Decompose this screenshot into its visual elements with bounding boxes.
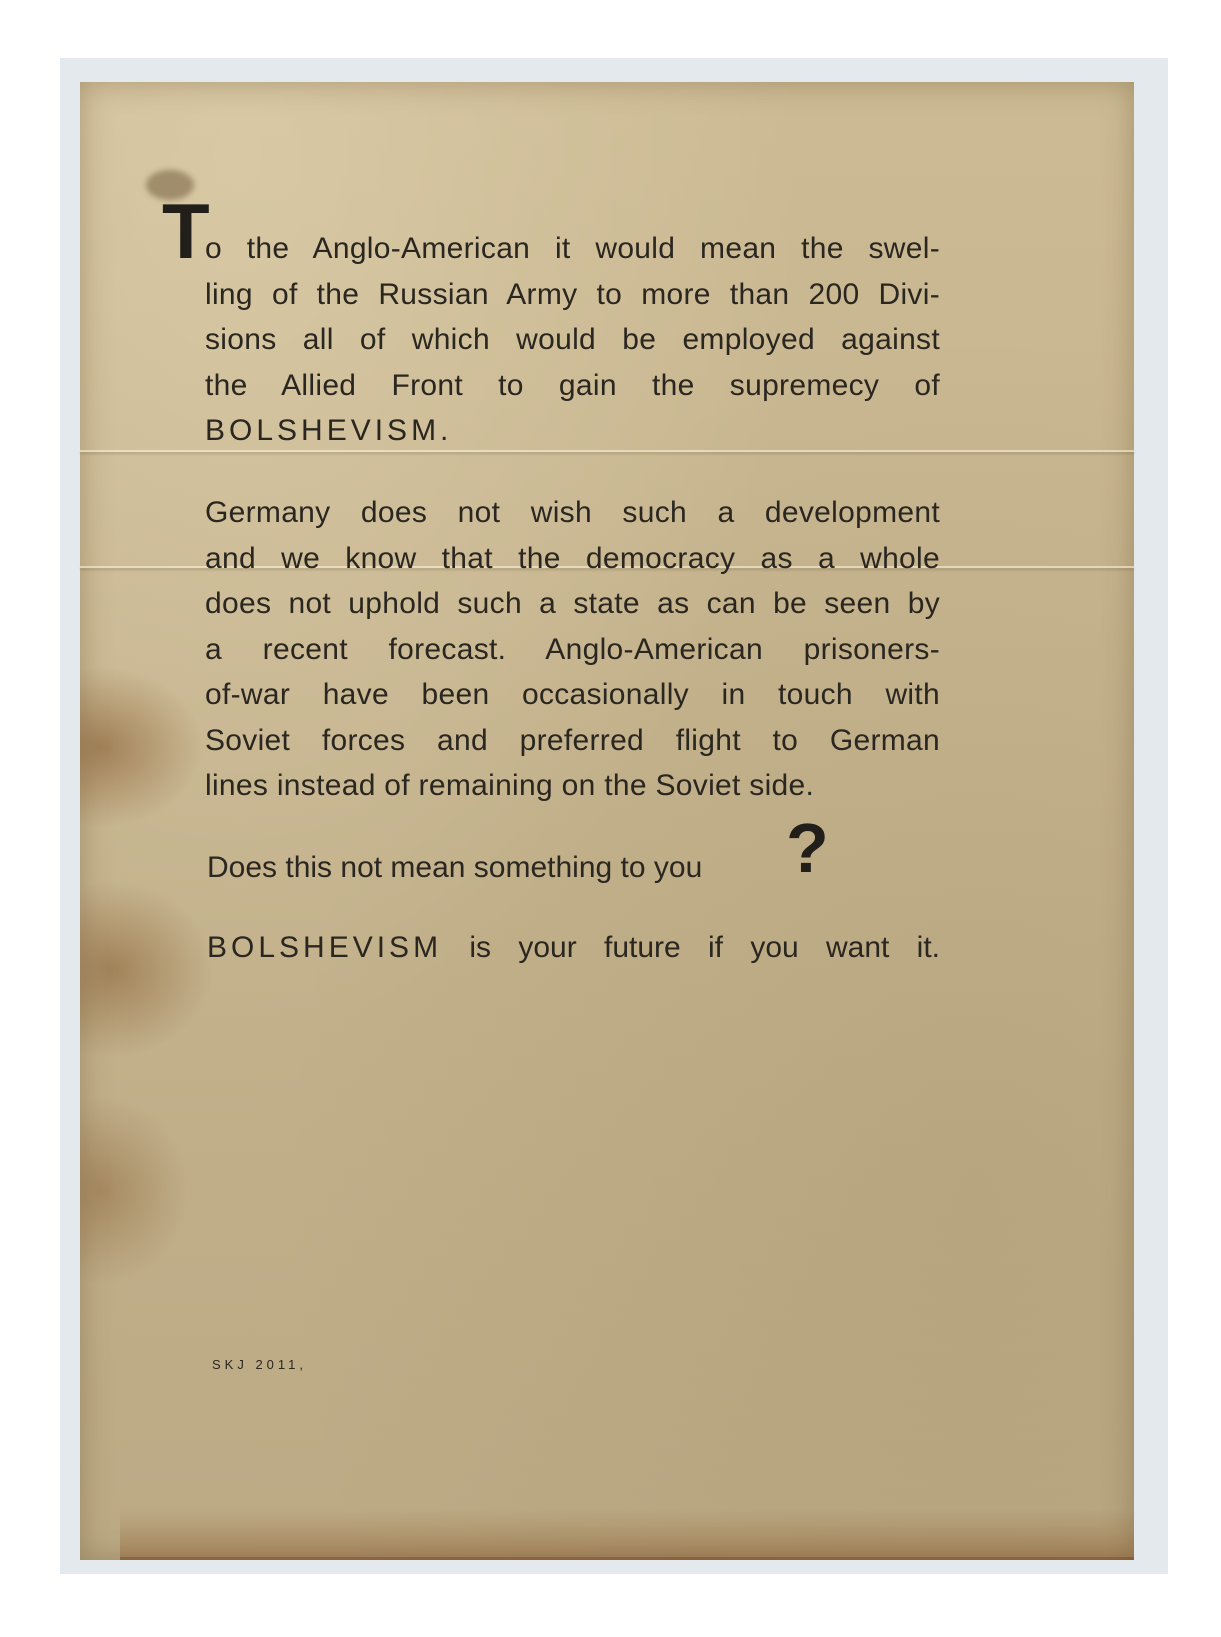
question-text: Does this not mean something to you — [207, 851, 703, 884]
paragraph-2 — [205, 490, 940, 809]
bottom-edge-stain — [120, 1509, 1134, 1560]
paragraph-line: does not uphold such a state as can be seen by — [205, 587, 940, 620]
paragraph-line: o the Anglo-American it would mean the swel- — [205, 232, 940, 265]
question-mark: ? — [786, 809, 829, 887]
closing-rest: is your future if you want it. — [442, 931, 940, 964]
paragraph-1 — [205, 226, 940, 454]
paragraph-line: Soviet forces and preferred flight to German — [205, 723, 940, 757]
paragraph-line: a recent forecast. Anglo-American prisoners- — [205, 632, 940, 666]
paragraph-line: ling of the Russian Army to more than 200 Divi- — [205, 277, 940, 311]
paragraph-line: of-war have been occasionally in touch with — [205, 678, 940, 711]
print-code: SKJ 2011, — [212, 1357, 308, 1372]
drop-cap: T — [162, 187, 210, 275]
paragraph-line: sions all of which would be employed against — [205, 323, 940, 356]
paragraph-line: lines instead of remaining on the Soviet side. — [205, 769, 815, 802]
paragraph-line: the Allied Front to gain the supremecy of — [205, 368, 940, 402]
paragraph-line: Germany does not wish such a development — [205, 496, 940, 529]
closing-emphasis: BOLSHEVISM — [207, 931, 443, 964]
paragraph-line: and we know that the democracy as a whole — [205, 541, 940, 575]
closing-line — [207, 928, 940, 968]
paragraph-line: BOLSHEVISM. — [205, 414, 453, 447]
